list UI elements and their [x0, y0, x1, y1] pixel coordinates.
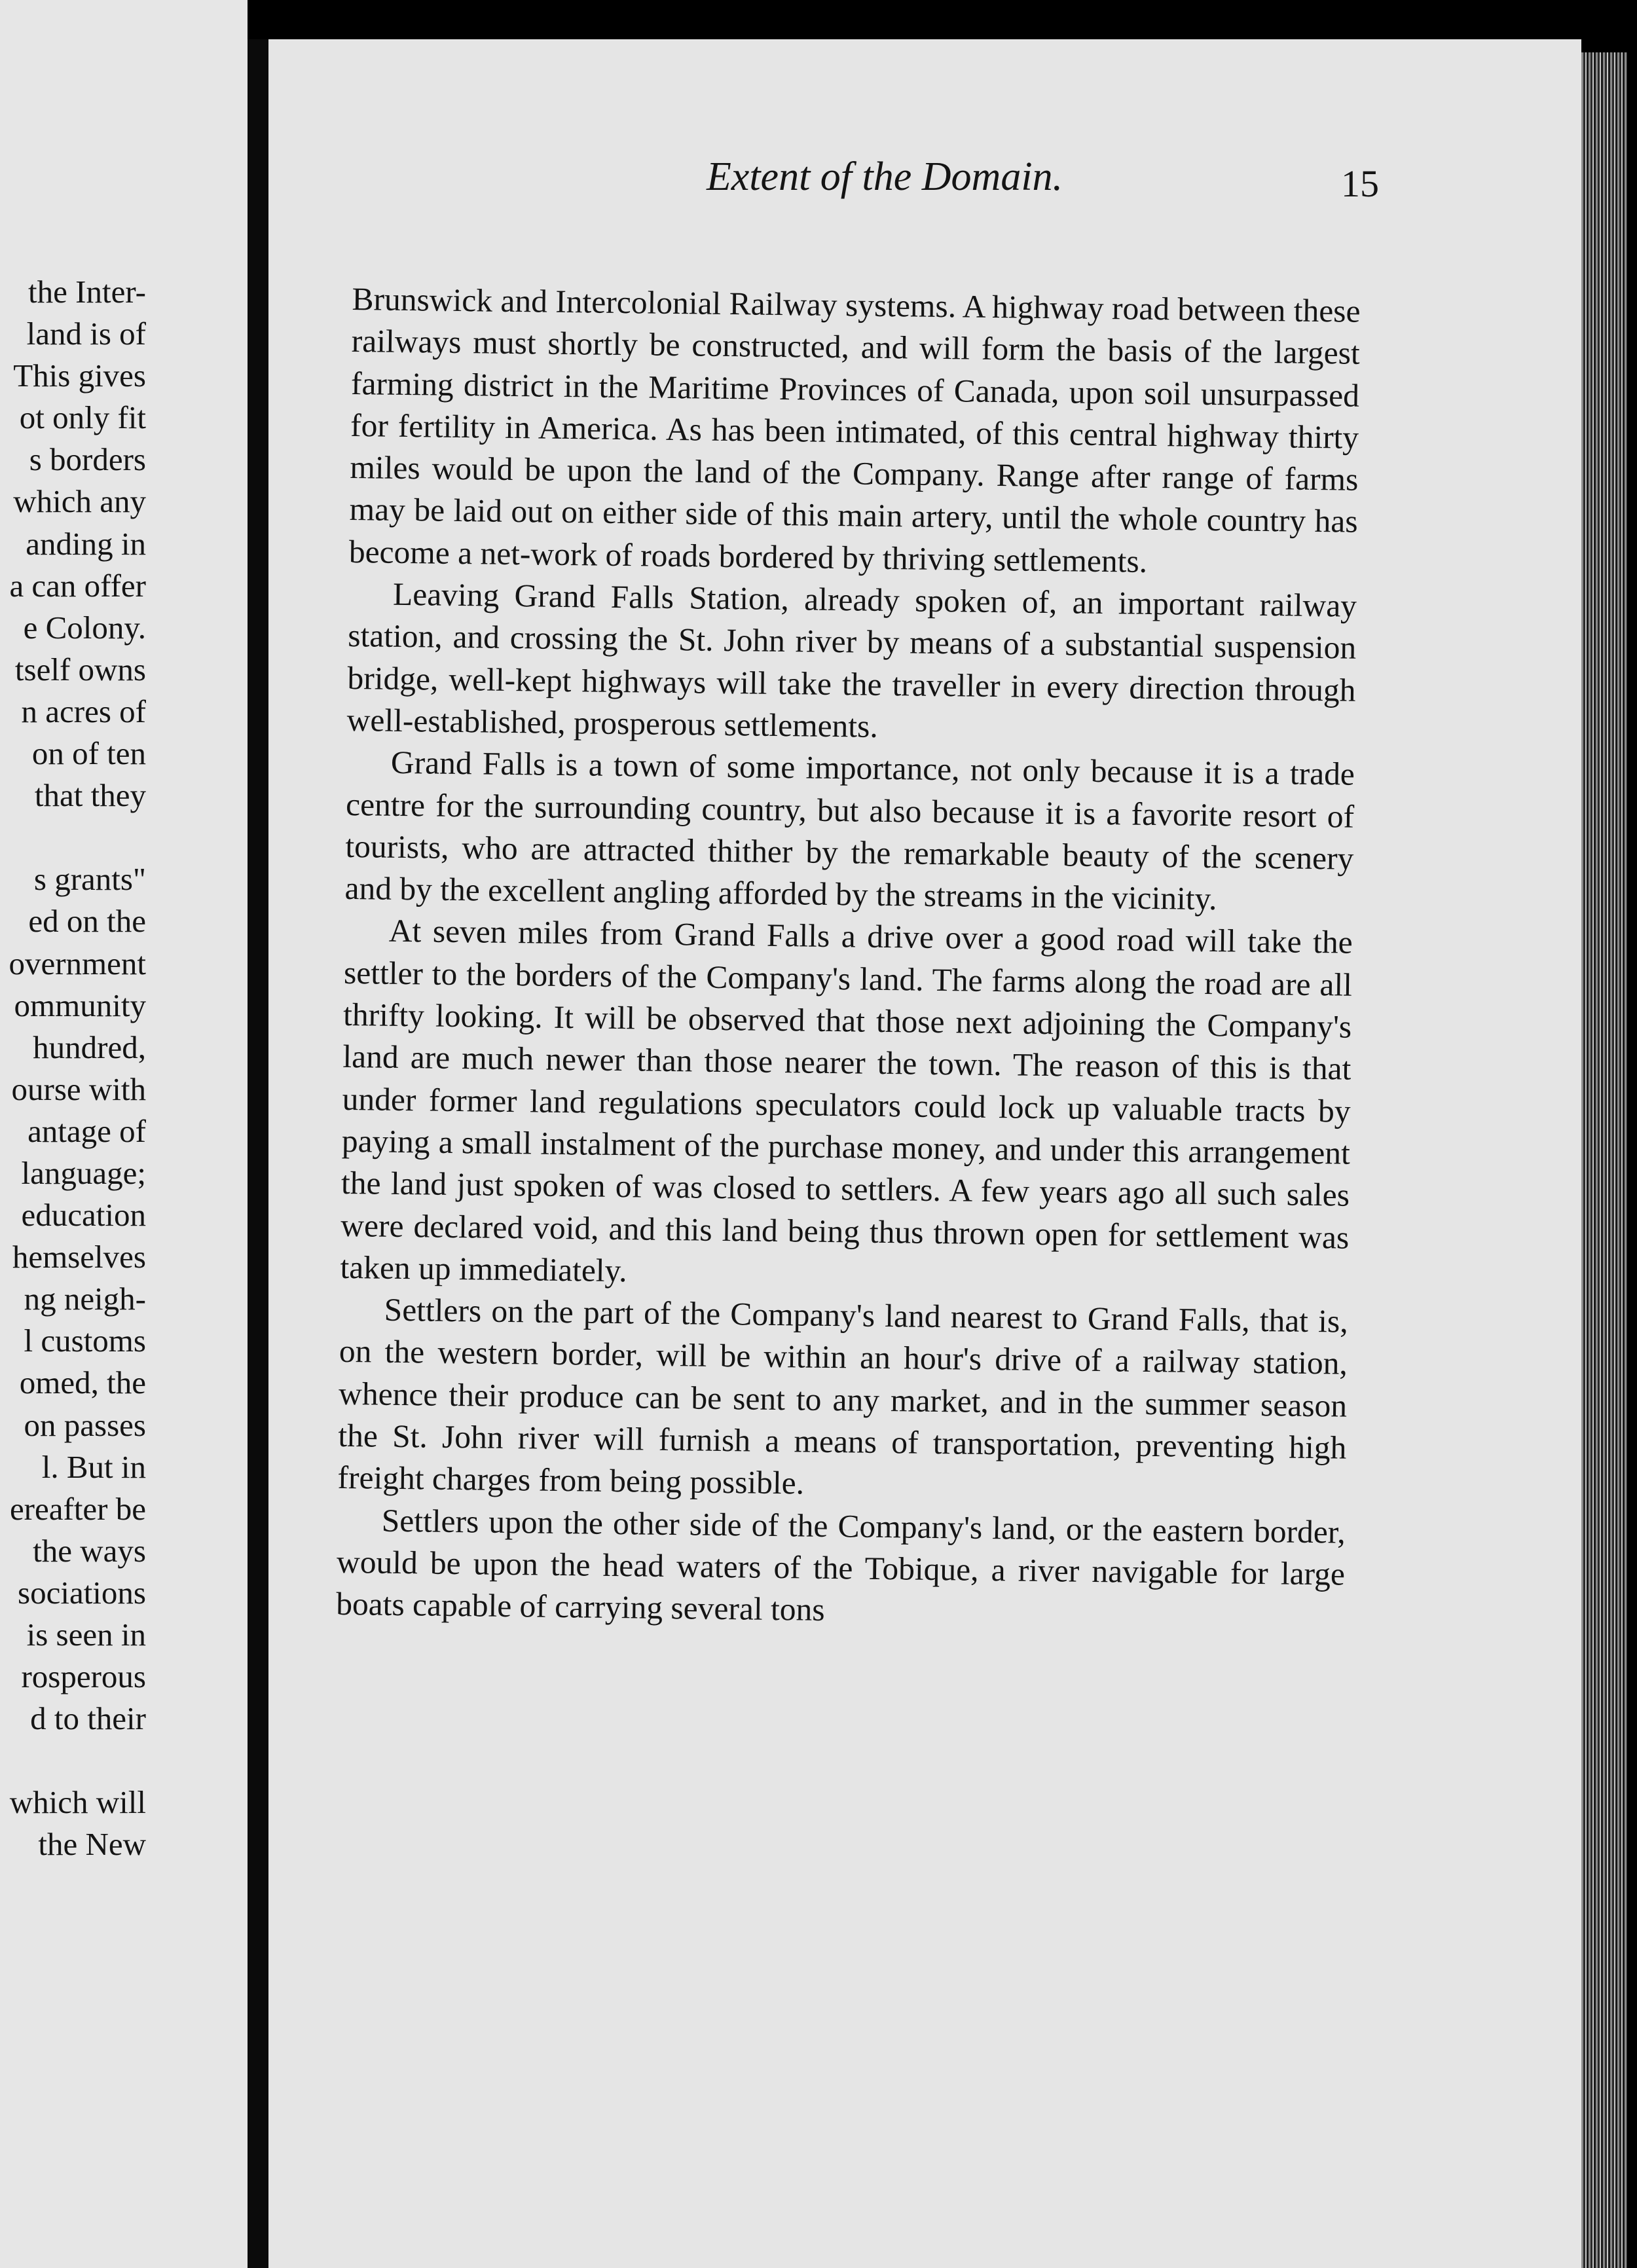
left-line: d to their — [30, 1700, 146, 1737]
left-line: ng neigh- — [24, 1281, 146, 1317]
paragraph: Brunswick and Intercolonial Railway systems. A highway road between these railways must shortly be constructed, and will form the basis of the largest farming district in the Maritime Provinces of Canada, upon soil unsurpassed for fertility in America. As has been intimated, of this central highway thirty miles would be upon the land of the Company. Range after range of farms may be laid out on either side of this main artery, until the whole country has become a net-work of roads bordered by thriving settlements. — [348, 280, 1361, 579]
body-text — [336, 278, 1361, 1637]
left-line — [9, 816, 146, 858]
left-line: hundred, — [33, 1029, 146, 1065]
left-line: the New — [38, 1826, 146, 1863]
left-line: e Colony. — [23, 609, 146, 646]
left-line: on passes — [24, 1406, 146, 1443]
left-line: antage of — [28, 1112, 146, 1149]
left-line: is seen in — [26, 1617, 146, 1653]
page-edge-stack — [1581, 52, 1627, 2268]
left-line: s grants" — [33, 861, 146, 898]
running-title: Extent of the Domain. — [706, 155, 1063, 199]
left-line: ommunity — [14, 987, 146, 1023]
left-line — [9, 1740, 146, 1782]
left-line: which will — [9, 1784, 146, 1821]
left-line: language; — [21, 1154, 146, 1191]
left-line: the Inter- — [28, 274, 146, 310]
left-page-text — [9, 271, 146, 1866]
left-line: ourse with — [11, 1070, 146, 1107]
left-line: n acres of — [21, 693, 146, 729]
left-line: ot only fit — [19, 399, 146, 436]
left-line: ereafter be — [9, 1490, 146, 1527]
page-number: 15 — [1341, 162, 1379, 205]
left-line: land is of — [26, 316, 146, 352]
left-line: omed, the — [19, 1364, 146, 1401]
paragraph: Grand Falls is a town of some importance, not only because it is a trade centre for the surrounding country, but also because it is a favorite resort of tourists, who are attracted thither by the remarkable beauty of the scenery and by the excellent angling afforded by the streams in the vicinity. — [344, 744, 1355, 917]
page-header — [390, 154, 1379, 213]
left-line: tself owns — [14, 651, 146, 687]
left-line: rosperous — [21, 1658, 146, 1695]
left-line: a can offer — [9, 567, 146, 604]
left-line: ed on the — [28, 903, 146, 940]
left-line: anding in — [26, 525, 146, 562]
left-line: sociations — [18, 1574, 146, 1611]
left-line: l customs — [24, 1323, 146, 1359]
left-line: overnment — [9, 945, 146, 981]
left-line: which any — [13, 483, 146, 520]
left-line: This gives — [13, 357, 146, 394]
left-line: s borders — [29, 441, 146, 478]
left-line: l. But in — [41, 1448, 146, 1485]
left-line: education — [21, 1197, 146, 1234]
left-line: that they — [34, 777, 146, 814]
left-line: on of ten — [31, 735, 146, 772]
left-line: the ways — [33, 1532, 146, 1569]
paragraph: Settlers upon the other side of the Company's land, or the eastern border, would be upon the head waters of the Tobique, a river navigable for large boats capable of carrying several tons — [335, 1502, 1346, 1628]
left-line: hemselves — [12, 1239, 146, 1275]
paragraph: At seven miles from Grand Falls a drive over a good road will take the settler to the borders of the Company's land. The farms along the road are all thrifty looking. It will be observed that those next adjoining the Company's land are much newer than those nearer the town. The reason of this is that under former land regulations speculators could lock up valuable tracts by paying a small instalment of the purchase money, and under this arrangement the land just spoken of was closed to settlers. A few years ago all such sales were declared void, and this land being thus thrown open for settlement was taken up immediately. — [340, 913, 1353, 1289]
book-gutter — [248, 39, 268, 2268]
paragraph: Settlers on the part of the Company's land nearest to Grand Falls, that is, on the western border, will be within an hour's drive of a railway station, whence their produce can be sent to any market, and in the summer season the St. John river will furnish a means of transportation, preventing high freight charges from being possible. — [337, 1291, 1348, 1501]
paragraph: Leaving Grand Falls Station, already spoken of, an important railway station, and crossing the St. John river by means of a substantial suspension bridge, well-kept highways will take the traveller in every direction through well-established, prosperous settlements. — [346, 576, 1357, 744]
left-page — [0, 0, 248, 2268]
